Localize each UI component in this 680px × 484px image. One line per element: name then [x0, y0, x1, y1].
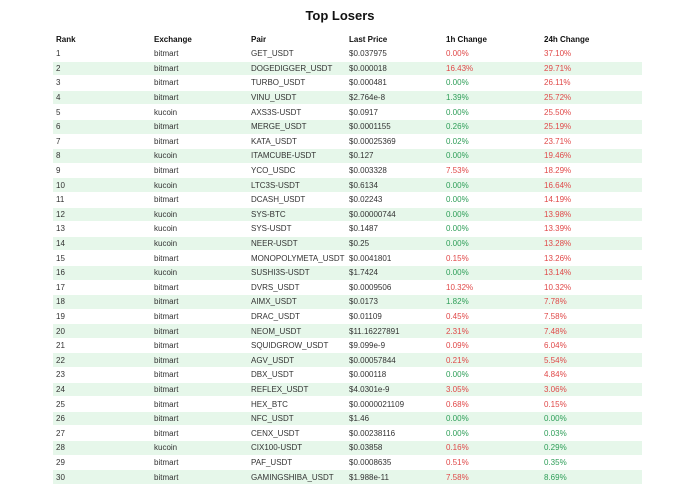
- change-24h-cell: 16.64%: [541, 178, 642, 193]
- change-1h-cell: 0.00%: [443, 426, 541, 441]
- last-price-cell: $0.6134: [346, 178, 443, 193]
- rank-cell: 26: [53, 411, 151, 426]
- change-24h-cell: 8.69%: [541, 470, 642, 484]
- exchange-cell: bitmart: [151, 76, 248, 91]
- exchange-cell: bitmart: [151, 455, 248, 470]
- last-price-cell: $0.00057844: [346, 353, 443, 368]
- change-24h-cell: 29.71%: [541, 61, 642, 76]
- change-24h-cell: 13.28%: [541, 236, 642, 251]
- table-row[interactable]: [53, 426, 642, 441]
- change-1h-cell: 1.82%: [443, 295, 541, 310]
- table-row[interactable]: [53, 280, 642, 295]
- change-24h-cell: 13.26%: [541, 251, 642, 266]
- change-1h-cell: 0.26%: [443, 119, 541, 134]
- change-1h-cell: 0.00%: [443, 411, 541, 426]
- change-24h-cell: 0.15%: [541, 397, 642, 412]
- last-price-cell: $0.0041801: [346, 251, 443, 266]
- change-1h-cell: 0.09%: [443, 338, 541, 353]
- change-1h-cell: 7.58%: [443, 470, 541, 484]
- change-24h-cell: 3.06%: [541, 382, 642, 397]
- pair-cell: YCO_USDC: [248, 163, 346, 178]
- exchange-cell: bitmart: [151, 309, 248, 324]
- change-24h-cell: 7.48%: [541, 324, 642, 339]
- table-row[interactable]: [53, 105, 642, 120]
- table-row[interactable]: [53, 397, 642, 412]
- pair-cell: ITAMCUBE-USDT: [248, 149, 346, 164]
- last-price-cell: $0.02243: [346, 192, 443, 207]
- exchange-cell: bitmart: [151, 295, 248, 310]
- rank-cell: 20: [53, 324, 151, 339]
- exchange-cell: kucoin: [151, 265, 248, 280]
- pair-cell: AGV_USDT: [248, 353, 346, 368]
- last-price-cell: $0.000481: [346, 76, 443, 91]
- column-header-1h-change[interactable]: 1h Change: [446, 35, 487, 44]
- change-1h-cell: 0.00%: [443, 192, 541, 207]
- last-price-cell: $0.000018: [346, 61, 443, 76]
- exchange-cell: bitmart: [151, 134, 248, 149]
- last-price-cell: $0.0173: [346, 295, 443, 310]
- exchange-cell: kucoin: [151, 441, 248, 456]
- table-row[interactable]: [53, 324, 642, 339]
- exchange-cell: bitmart: [151, 90, 248, 105]
- rank-cell: 10: [53, 178, 151, 193]
- table-row[interactable]: [53, 47, 642, 62]
- rank-cell: 12: [53, 207, 151, 222]
- last-price-cell: $0.00238116: [346, 426, 443, 441]
- last-price-cell: $2.764e-8: [346, 90, 443, 105]
- change-1h-cell: 0.51%: [443, 455, 541, 470]
- last-price-cell: $9.099e-9: [346, 338, 443, 353]
- table-row[interactable]: [53, 338, 642, 353]
- table-row[interactable]: [53, 236, 642, 251]
- pair-cell: DCASH_USDT: [248, 192, 346, 207]
- change-1h-cell: 0.45%: [443, 309, 541, 324]
- table-row[interactable]: [53, 295, 642, 310]
- last-price-cell: $0.0001155: [346, 119, 443, 134]
- pair-cell: NEOM_USDT: [248, 324, 346, 339]
- top-losers-table: [53, 33, 642, 484]
- change-1h-cell: 0.00%: [443, 207, 541, 222]
- last-price-cell: $0.0008635: [346, 455, 443, 470]
- exchange-cell: bitmart: [151, 61, 248, 76]
- table-row[interactable]: [53, 382, 642, 397]
- change-24h-cell: 0.29%: [541, 441, 642, 456]
- pair-cell: HEX_BTC: [248, 397, 346, 412]
- rank-cell: 27: [53, 426, 151, 441]
- table-header-row: [53, 33, 642, 47]
- change-1h-cell: 0.00%: [443, 76, 541, 91]
- change-24h-cell: 13.98%: [541, 207, 642, 222]
- table-row[interactable]: [53, 411, 642, 426]
- table-row[interactable]: [53, 163, 642, 178]
- pair-cell: GET_USDT: [248, 47, 346, 62]
- table-row[interactable]: [53, 178, 642, 193]
- table-row[interactable]: [53, 134, 642, 149]
- change-24h-cell: 13.14%: [541, 265, 642, 280]
- last-price-cell: $0.00025369: [346, 134, 443, 149]
- table-row[interactable]: [53, 192, 642, 207]
- exchange-cell: bitmart: [151, 426, 248, 441]
- exchange-cell: bitmart: [151, 397, 248, 412]
- last-price-cell: $0.000118: [346, 368, 443, 383]
- rank-cell: 24: [53, 382, 151, 397]
- last-price-cell: $0.1487: [346, 222, 443, 237]
- pair-cell: CIX100-USDT: [248, 441, 346, 456]
- rank-cell: 30: [53, 470, 151, 484]
- change-24h-cell: 25.50%: [541, 105, 642, 120]
- change-24h-cell: 18.29%: [541, 163, 642, 178]
- change-1h-cell: 0.68%: [443, 397, 541, 412]
- pair-cell: MERGE_USDT: [248, 119, 346, 134]
- pair-cell: DVRS_USDT: [248, 280, 346, 295]
- change-24h-cell: 37.10%: [541, 47, 642, 62]
- exchange-cell: bitmart: [151, 47, 248, 62]
- change-1h-cell: 2.31%: [443, 324, 541, 339]
- pair-cell: VINU_USDT: [248, 90, 346, 105]
- column-header-24h-change[interactable]: 24h Change: [544, 35, 590, 44]
- rank-cell: 28: [53, 441, 151, 456]
- column-header-pair[interactable]: Pair: [251, 35, 267, 44]
- rank-cell: 21: [53, 338, 151, 353]
- change-24h-cell: 10.32%: [541, 280, 642, 295]
- last-price-cell: $1.988e-11: [346, 470, 443, 484]
- change-1h-cell: 0.02%: [443, 134, 541, 149]
- pair-cell: KATA_USDT: [248, 134, 346, 149]
- change-1h-cell: 0.00%: [443, 149, 541, 164]
- exchange-cell: bitmart: [151, 411, 248, 426]
- exchange-cell: bitmart: [151, 353, 248, 368]
- rank-cell: 19: [53, 309, 151, 324]
- change-24h-cell: 4.84%: [541, 368, 642, 383]
- pair-cell: AXS3S-USDT: [248, 105, 346, 120]
- rank-cell: 3: [53, 76, 151, 91]
- rank-cell: 16: [53, 265, 151, 280]
- change-24h-cell: 0.00%: [541, 411, 642, 426]
- change-1h-cell: 0.00%: [443, 222, 541, 237]
- change-1h-cell: 16.43%: [443, 61, 541, 76]
- exchange-cell: bitmart: [151, 119, 248, 134]
- change-1h-cell: 0.00%: [443, 178, 541, 193]
- table-row[interactable]: [53, 441, 642, 456]
- table-row[interactable]: [53, 76, 642, 91]
- rank-cell: 29: [53, 455, 151, 470]
- exchange-cell: bitmart: [151, 163, 248, 178]
- rank-cell: 17: [53, 280, 151, 295]
- exchange-cell: bitmart: [151, 470, 248, 484]
- pair-cell: CENX_USDT: [248, 426, 346, 441]
- pair-cell: DBX_USDT: [248, 368, 346, 383]
- rank-cell: 6: [53, 119, 151, 134]
- table-row[interactable]: [53, 353, 642, 368]
- table-row[interactable]: [53, 90, 642, 105]
- exchange-cell: kucoin: [151, 149, 248, 164]
- rank-cell: 9: [53, 163, 151, 178]
- change-1h-cell: 0.00%: [443, 105, 541, 120]
- change-1h-cell: 0.00%: [443, 236, 541, 251]
- page-title: Top Losers: [305, 8, 375, 23]
- exchange-cell: bitmart: [151, 368, 248, 383]
- table-row[interactable]: [53, 309, 642, 324]
- exchange-cell: bitmart: [151, 382, 248, 397]
- change-24h-cell: 6.04%: [541, 338, 642, 353]
- last-price-cell: $0.127: [346, 149, 443, 164]
- rank-cell: 13: [53, 222, 151, 237]
- exchange-cell: kucoin: [151, 222, 248, 237]
- rank-cell: 15: [53, 251, 151, 266]
- rank-cell: 25: [53, 397, 151, 412]
- change-24h-cell: 0.35%: [541, 455, 642, 470]
- last-price-cell: $11.16227891: [346, 324, 443, 339]
- rank-cell: 18: [53, 295, 151, 310]
- pair-cell: DRAC_USDT: [248, 309, 346, 324]
- pair-cell: PAF_USDT: [248, 455, 346, 470]
- exchange-cell: bitmart: [151, 251, 248, 266]
- exchange-cell: kucoin: [151, 105, 248, 120]
- table-row[interactable]: [53, 251, 642, 266]
- rank-cell: 7: [53, 134, 151, 149]
- last-price-cell: $0.01109: [346, 309, 443, 324]
- last-price-cell: $0.0009506: [346, 280, 443, 295]
- change-1h-cell: 0.00%: [443, 265, 541, 280]
- table-row[interactable]: [53, 119, 642, 134]
- table-row[interactable]: [53, 222, 642, 237]
- table-row[interactable]: [53, 470, 642, 484]
- change-24h-cell: 5.54%: [541, 353, 642, 368]
- table-row[interactable]: [53, 207, 642, 222]
- change-1h-cell: 10.32%: [443, 280, 541, 295]
- change-24h-cell: 13.39%: [541, 222, 642, 237]
- rank-cell: 8: [53, 149, 151, 164]
- last-price-cell: $0.037975: [346, 47, 443, 62]
- pair-cell: GAMINGSHIBA_USDT: [248, 470, 346, 484]
- last-price-cell: $0.25: [346, 236, 443, 251]
- pair-cell: SUSHI3S-USDT: [248, 265, 346, 280]
- pair-cell: LTC3S-USDT: [248, 178, 346, 193]
- exchange-cell: bitmart: [151, 324, 248, 339]
- last-price-cell: $1.46: [346, 411, 443, 426]
- exchange-cell: kucoin: [151, 178, 248, 193]
- table-body: [53, 47, 642, 484]
- table-row[interactable]: [53, 368, 642, 383]
- change-1h-cell: 0.00%: [443, 368, 541, 383]
- change-24h-cell: 19.46%: [541, 149, 642, 164]
- change-1h-cell: 3.05%: [443, 382, 541, 397]
- exchange-cell: kucoin: [151, 207, 248, 222]
- pair-cell: NEER-USDT: [248, 236, 346, 251]
- rank-cell: 11: [53, 192, 151, 207]
- rank-cell: 1: [53, 47, 151, 62]
- pair-cell: TURBO_USDT: [248, 76, 346, 91]
- change-24h-cell: 26.11%: [541, 76, 642, 91]
- table-row[interactable]: [53, 265, 642, 280]
- pair-cell: REFLEX_USDT: [248, 382, 346, 397]
- last-price-cell: $0.00000744: [346, 207, 443, 222]
- table-row[interactable]: [53, 149, 642, 164]
- table-row[interactable]: [53, 455, 642, 470]
- change-1h-cell: 0.16%: [443, 441, 541, 456]
- column-header-last-price[interactable]: Last Price: [349, 35, 388, 44]
- rank-cell: 23: [53, 368, 151, 383]
- table-row[interactable]: [53, 61, 642, 76]
- rank-cell: 22: [53, 353, 151, 368]
- pair-cell: AIMX_USDT: [248, 295, 346, 310]
- change-24h-cell: 25.72%: [541, 90, 642, 105]
- exchange-cell: kucoin: [151, 236, 248, 251]
- rank-cell: 2: [53, 61, 151, 76]
- change-1h-cell: 0.15%: [443, 251, 541, 266]
- last-price-cell: $0.03858: [346, 441, 443, 456]
- change-24h-cell: 7.58%: [541, 309, 642, 324]
- pair-cell: NFC_USDT: [248, 411, 346, 426]
- change-1h-cell: 0.00%: [443, 47, 541, 62]
- column-header-rank[interactable]: Rank: [56, 35, 76, 44]
- change-24h-cell: 0.03%: [541, 426, 642, 441]
- rank-cell: 5: [53, 105, 151, 120]
- change-1h-cell: 0.21%: [443, 353, 541, 368]
- change-1h-cell: 1.39%: [443, 90, 541, 105]
- exchange-cell: bitmart: [151, 280, 248, 295]
- pair-cell: SQUIDGROW_USDT: [248, 338, 346, 353]
- change-1h-cell: 7.53%: [443, 163, 541, 178]
- last-price-cell: $0.003328: [346, 163, 443, 178]
- pair-cell: SYS-BTC: [248, 207, 346, 222]
- change-24h-cell: 25.19%: [541, 119, 642, 134]
- change-24h-cell: 23.71%: [541, 134, 642, 149]
- pair-cell: SYS-USDT: [248, 222, 346, 237]
- change-24h-cell: 7.78%: [541, 295, 642, 310]
- column-header-exchange[interactable]: Exchange: [154, 35, 192, 44]
- rank-cell: 4: [53, 90, 151, 105]
- last-price-cell: $0.0917: [346, 105, 443, 120]
- rank-cell: 14: [53, 236, 151, 251]
- change-24h-cell: 14.19%: [541, 192, 642, 207]
- last-price-cell: $1.7424: [346, 265, 443, 280]
- last-price-cell: $0.0000021109: [346, 397, 443, 412]
- pair-cell: MONOPOLYMETA_USDT: [248, 251, 346, 266]
- last-price-cell: $4.0301e-9: [346, 382, 443, 397]
- exchange-cell: bitmart: [151, 338, 248, 353]
- exchange-cell: bitmart: [151, 192, 248, 207]
- pair-cell: DOGEDIGGER_USDT: [248, 61, 346, 76]
